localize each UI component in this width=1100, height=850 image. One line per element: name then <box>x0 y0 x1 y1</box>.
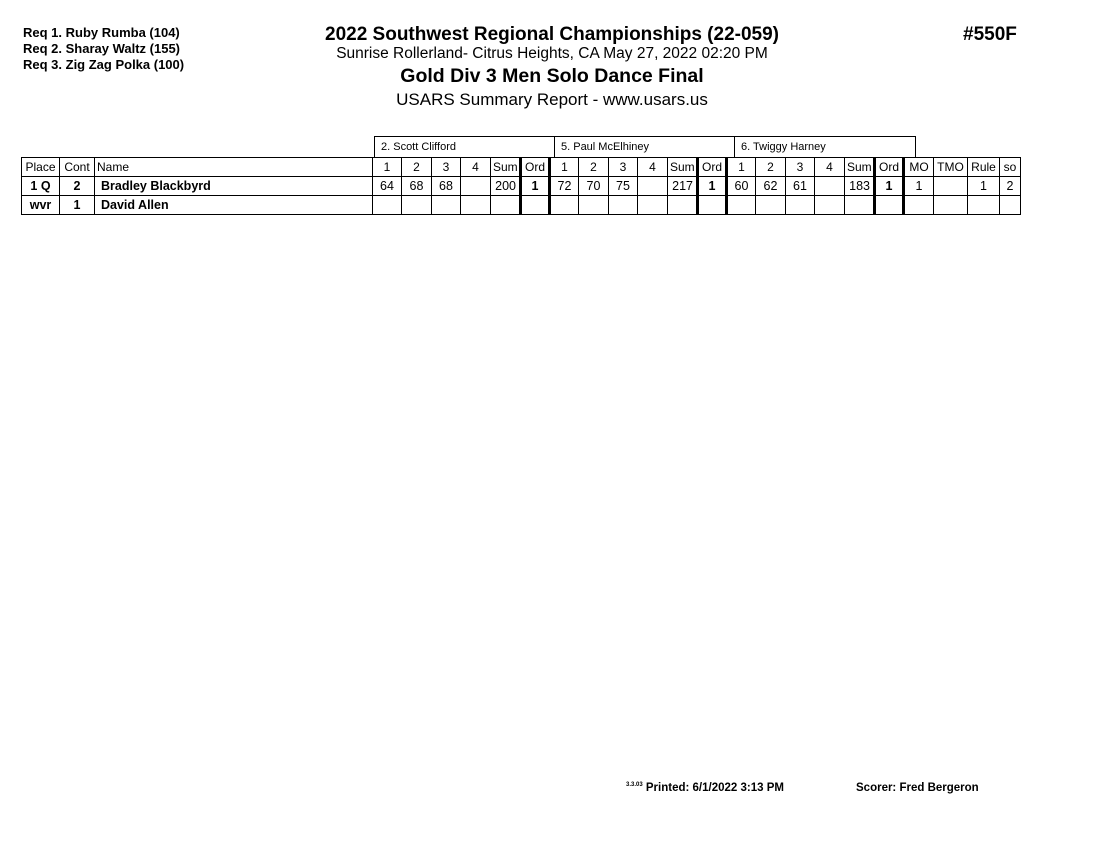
col-score-3: 3 <box>432 158 461 177</box>
rule-cell <box>968 196 1000 215</box>
mo-cell: 1 <box>904 177 934 196</box>
place-cell: wvr <box>22 196 60 215</box>
judge-header-2: 5. Paul McElhiney <box>554 136 735 157</box>
score-cell: 60 <box>727 177 756 196</box>
col-score-1: 1 <box>727 158 756 177</box>
col-score-1: 1 <box>373 158 402 177</box>
sum-cell: 200 <box>491 177 521 196</box>
col-score-3: 3 <box>609 158 638 177</box>
sum-cell: 183 <box>845 177 875 196</box>
score-cell <box>815 196 845 215</box>
event-name: Gold Div 3 Men Solo Dance Final <box>400 65 704 87</box>
col-score-2: 2 <box>579 158 609 177</box>
score-cell <box>786 196 815 215</box>
col-ord: Ord <box>698 158 727 177</box>
rule-cell: 1 <box>968 177 1000 196</box>
skater-name: Bradley Blackbyrd <box>95 177 373 196</box>
score-cell: 72 <box>550 177 579 196</box>
col-rule: Rule <box>968 158 1000 177</box>
score-cell <box>461 196 491 215</box>
mo-cell <box>904 196 934 215</box>
col-place: Place <box>22 158 60 177</box>
tmo-cell <box>934 177 968 196</box>
score-cell <box>550 196 579 215</box>
score-cell <box>609 196 638 215</box>
ord-cell <box>521 196 550 215</box>
requirement-1: Req 1. Ruby Rumba (104) <box>23 25 180 40</box>
tmo-cell <box>934 196 968 215</box>
col-score-1: 1 <box>550 158 579 177</box>
header-row <box>22 158 1021 177</box>
col-tmo: TMO <box>934 158 968 177</box>
requirement-2: Req 2. Sharay Waltz (155) <box>23 41 181 56</box>
col-score-4: 4 <box>815 158 845 177</box>
score-cell: 68 <box>432 177 461 196</box>
sum-cell <box>845 196 875 215</box>
col-score-3: 3 <box>786 158 815 177</box>
ord-cell: 1 <box>875 177 904 196</box>
col-score-2: 2 <box>402 158 432 177</box>
results-table <box>21 157 1021 215</box>
score-cell: 68 <box>402 177 432 196</box>
event-number: #550F <box>963 24 1017 45</box>
place-cell: 1 Q <box>22 177 60 196</box>
col-sum: Sum <box>491 158 521 177</box>
col-ord: Ord <box>521 158 550 177</box>
score-cell <box>815 177 845 196</box>
score-cell <box>756 196 786 215</box>
scorer-name: Scorer: Fred Bergeron <box>856 782 979 794</box>
score-cell <box>727 196 756 215</box>
score-cell: 75 <box>609 177 638 196</box>
score-cell: 62 <box>756 177 786 196</box>
col-score-2: 2 <box>756 158 786 177</box>
col-ord: Ord <box>875 158 904 177</box>
ord-cell <box>698 196 727 215</box>
judge-header-1: 2. Scott Clifford <box>374 136 555 157</box>
table-row <box>22 196 1021 215</box>
table-row <box>22 177 1021 196</box>
score-cell <box>638 177 668 196</box>
judge-header-3: 6. Twiggy Harney <box>734 136 916 157</box>
score-cell <box>638 196 668 215</box>
so-cell: 2 <box>1000 177 1021 196</box>
score-cell <box>432 196 461 215</box>
score-cell <box>461 177 491 196</box>
so-cell <box>1000 196 1021 215</box>
col-sum: Sum <box>845 158 875 177</box>
report-title: USARS Summary Report - www.usars.us <box>396 90 708 109</box>
ord-cell <box>875 196 904 215</box>
score-cell <box>373 196 402 215</box>
competition-title: 2022 Southwest Regional Championships (22-059) <box>325 24 779 45</box>
cont-cell: 2 <box>60 177 95 196</box>
col-mo: MO <box>904 158 934 177</box>
sum-cell <box>491 196 521 215</box>
requirement-3: Req 3. Zig Zag Polka (100) <box>23 57 185 72</box>
printed-label: Printed: 6/1/2022 3:13 PM <box>645 782 784 794</box>
col-sum: Sum <box>668 158 698 177</box>
version-number: 3.3.03 <box>626 782 643 789</box>
col-cont: Cont <box>60 158 95 177</box>
skater-name: David Allen <box>95 196 373 215</box>
score-cell <box>402 196 432 215</box>
venue-and-date: Sunrise Rollerland- Citrus Heights, CA May 27, 2022 02:20 PM <box>336 45 768 62</box>
col-name: Name <box>95 158 373 177</box>
col-so: so <box>1000 158 1021 177</box>
sum-cell <box>668 196 698 215</box>
score-cell: 61 <box>786 177 815 196</box>
printed-timestamp <box>626 782 784 794</box>
score-cell: 64 <box>373 177 402 196</box>
cont-cell: 1 <box>60 196 95 215</box>
col-score-4: 4 <box>461 158 491 177</box>
sum-cell: 217 <box>668 177 698 196</box>
ord-cell: 1 <box>698 177 727 196</box>
score-cell <box>579 196 609 215</box>
col-score-4: 4 <box>638 158 668 177</box>
ord-cell: 1 <box>521 177 550 196</box>
score-cell: 70 <box>579 177 609 196</box>
